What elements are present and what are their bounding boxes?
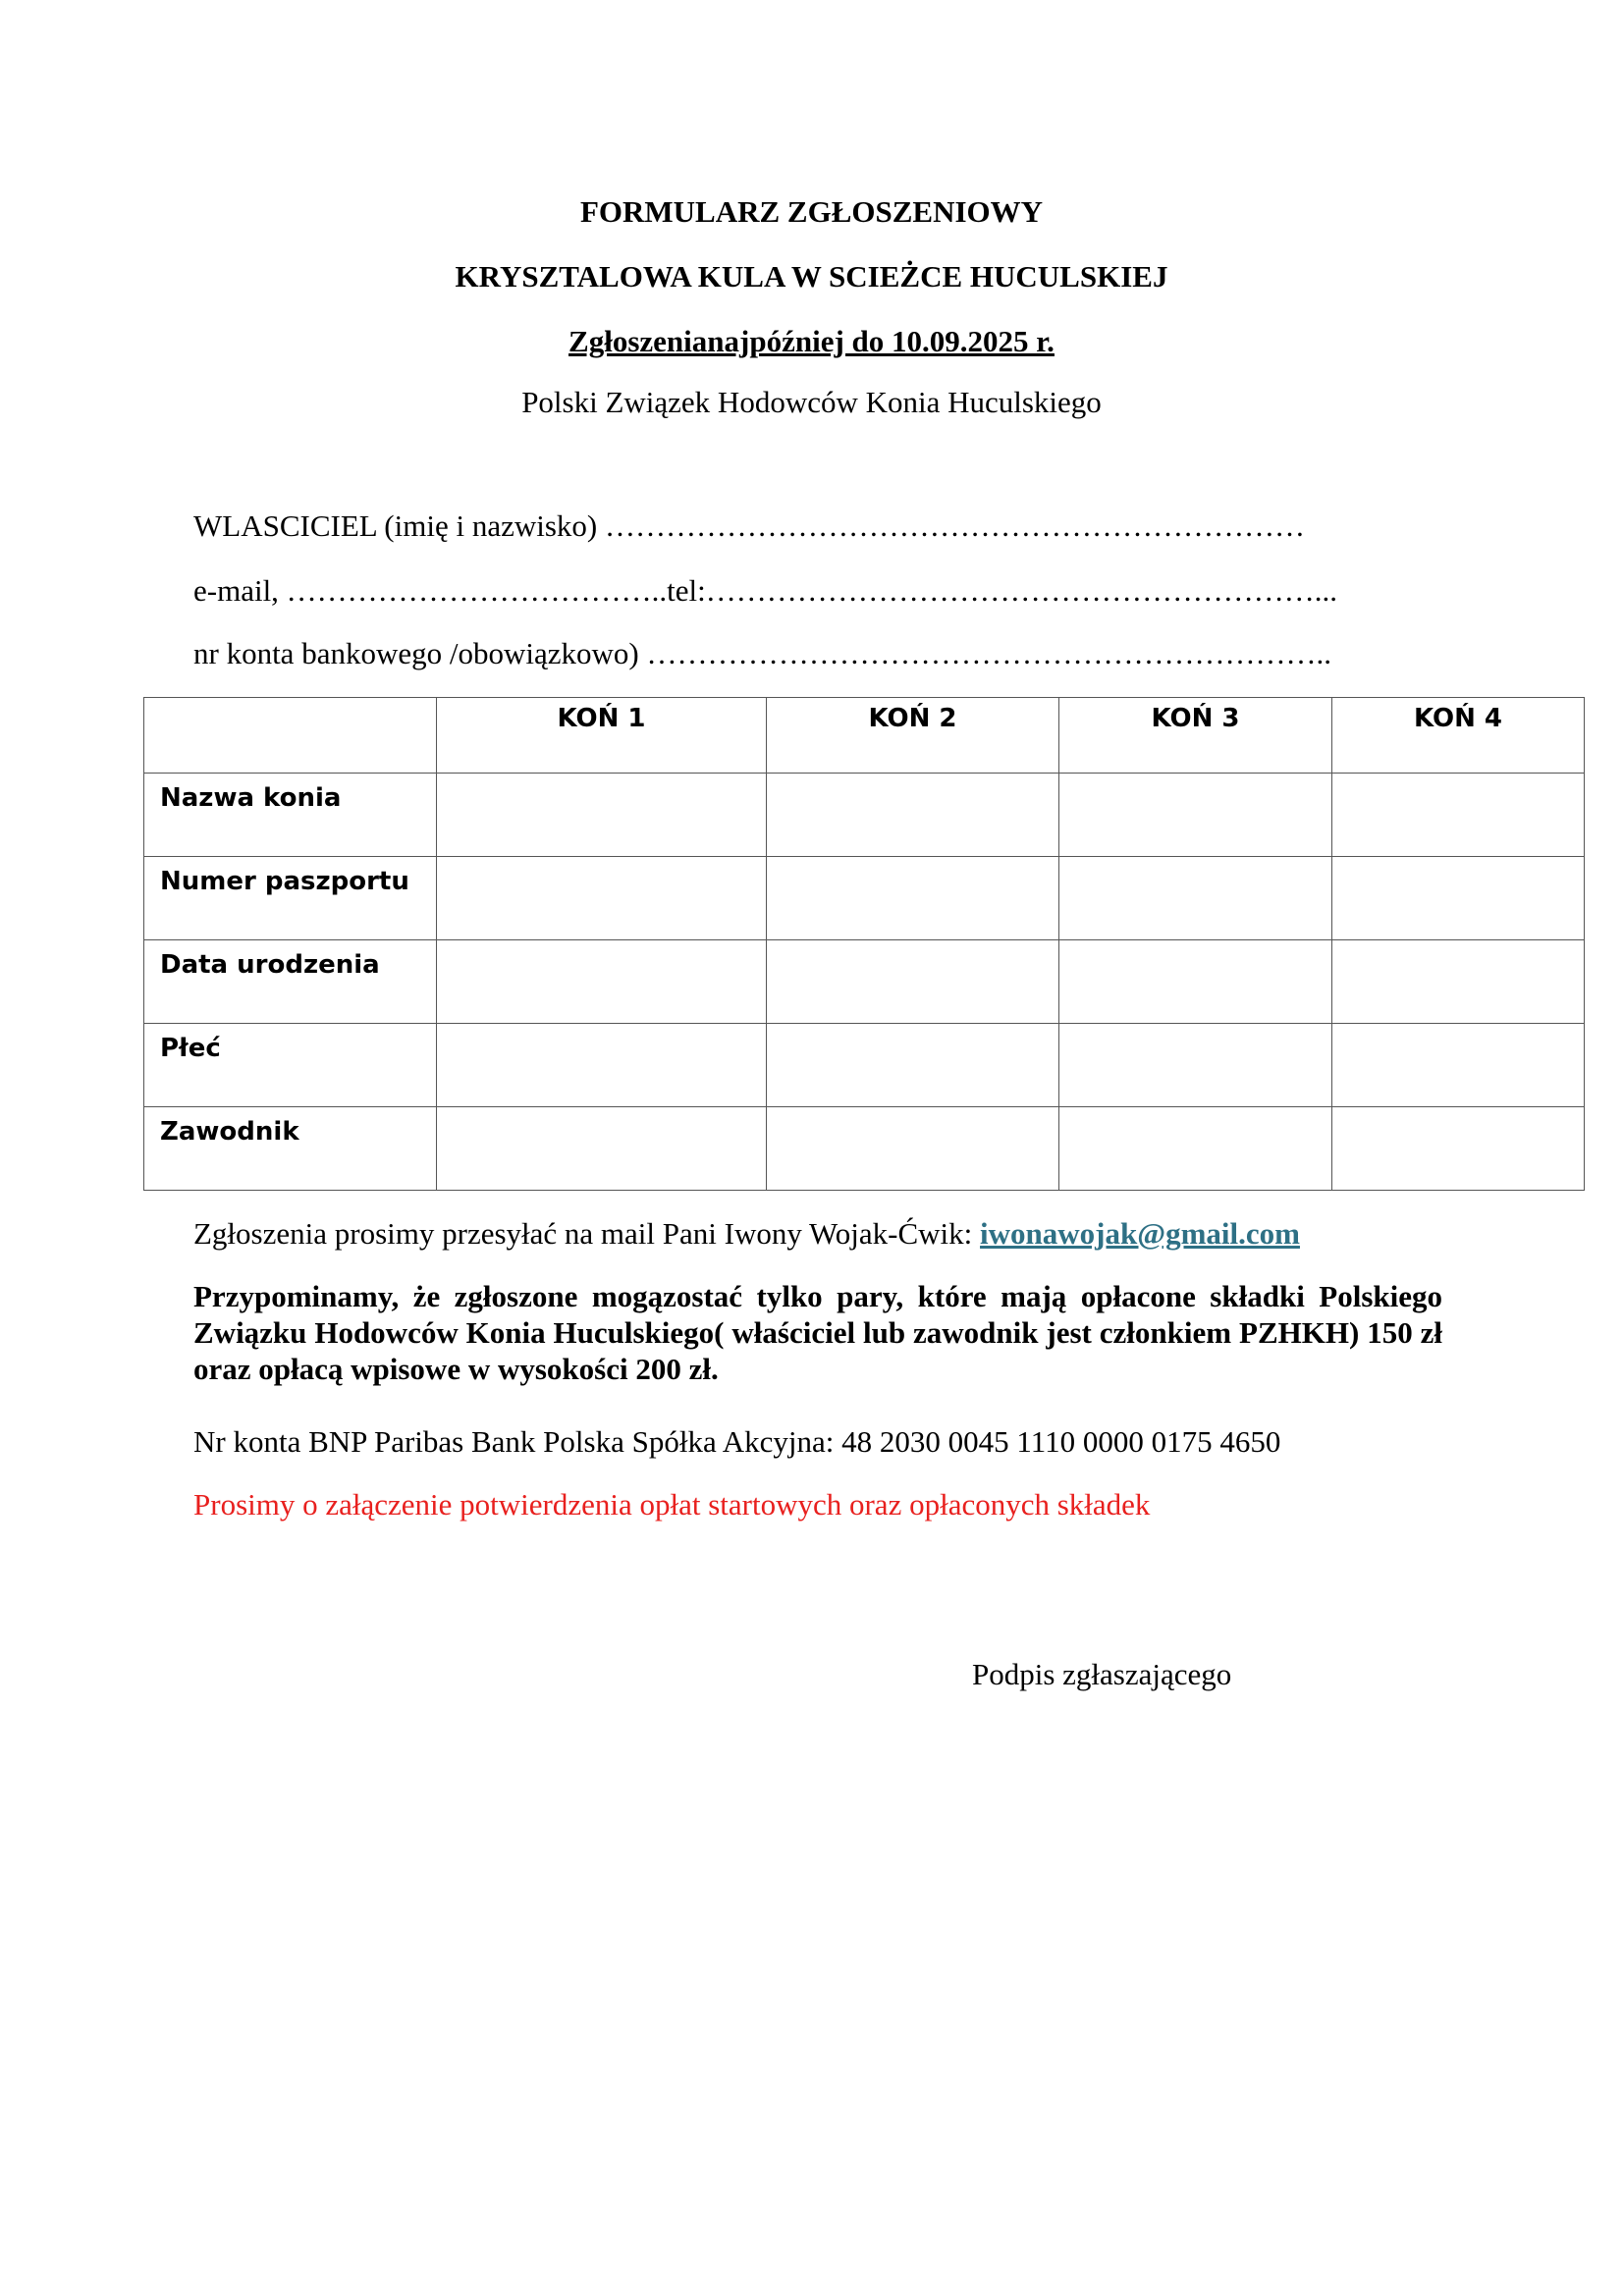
- table-cell[interactable]: [767, 940, 1059, 1024]
- row-label: Data urodzenia: [144, 940, 437, 1024]
- table-cell[interactable]: [767, 774, 1059, 857]
- organizer-name: Polski Związek Hodowców Konia Huculskiego: [521, 385, 1102, 419]
- table-cell[interactable]: [1059, 1024, 1332, 1107]
- bank-account-info: Nr konta BNP Paribas Bank Polska Spółka Akcyjna: 48 2030 0045 1110 0000 0175 4650: [193, 1424, 1281, 1459]
- submission-instruction: [193, 1215, 1442, 1252]
- table-cell[interactable]: [1332, 940, 1585, 1024]
- submission-text: Zgłoszenia prosimy przesyłać na mail Pani Iwony Wojak-Ćwik:: [193, 1216, 981, 1251]
- membership-reminder: Przypominamy, że zgłoszone mogązostać tylko pary, które mają opłacone składki Polskiego Związku Hodowców Konia Huculskiego( właściciel lub zawodnik jest członkiem PZHKH) 150 zł oraz opłacą wpisowe w wysokości 200 zł.: [193, 1279, 1442, 1386]
- table-header-cell: KOŃ 2: [767, 698, 1059, 774]
- row-label: Numer paszportu: [144, 857, 437, 940]
- signature-label: Podpis zgłaszającego: [972, 1657, 1232, 1691]
- table-cell[interactable]: [1059, 940, 1332, 1024]
- table-cell[interactable]: [437, 1024, 767, 1107]
- table-cell[interactable]: [1059, 857, 1332, 940]
- table-cell[interactable]: [1332, 1107, 1585, 1191]
- table-cell[interactable]: [767, 1024, 1059, 1107]
- table-row: [144, 857, 1585, 940]
- contact-field[interactable]: e-mail, ………………………………..tel:……………………………………………………...: [193, 573, 1338, 608]
- bank-account-field[interactable]: nr konta bankowego /obowiązkowo) …………………………………………………………..: [193, 636, 1331, 670]
- event-name: KRYSZTALOWA KULA W SCIEŻCE HUCULSKIEJ: [455, 259, 1168, 294]
- table-cell[interactable]: [1059, 1107, 1332, 1191]
- email-link[interactable]: iwonawojak@gmail.com: [980, 1216, 1300, 1251]
- horses-table: [143, 697, 1585, 1191]
- table-cell[interactable]: [437, 940, 767, 1024]
- table-header-cell: KOŃ 1: [437, 698, 767, 774]
- form-title: FORMULARZ ZGŁOSZENIOWY: [579, 194, 1044, 229]
- table-header-row: [144, 698, 1585, 774]
- table-row: [144, 940, 1585, 1024]
- row-label: Płeć: [144, 1024, 437, 1107]
- table-cell[interactable]: [767, 1107, 1059, 1191]
- table-header-cell: KOŃ 3: [1059, 698, 1332, 774]
- table-cell[interactable]: [1332, 1024, 1585, 1107]
- row-label: Nazwa konia: [144, 774, 437, 857]
- attachment-note: Prosimy o załączenie potwierdzenia opłat startowych oraz opłaconych składek: [193, 1487, 1151, 1522]
- table-cell[interactable]: [767, 857, 1059, 940]
- table-cell[interactable]: [1332, 857, 1585, 940]
- table-cell[interactable]: [437, 774, 767, 857]
- table-cell[interactable]: [1332, 774, 1585, 857]
- deadline-note: [0, 322, 1623, 361]
- table-row: [144, 1107, 1585, 1191]
- owner-field[interactable]: WLASCICIEL (imię i nazwisko) ……………………………………………………………: [193, 508, 1305, 543]
- row-label: Zawodnik: [144, 1107, 437, 1191]
- table-row: [144, 1024, 1585, 1107]
- table-cell[interactable]: [437, 1107, 767, 1191]
- table-cell[interactable]: [437, 857, 767, 940]
- table-header-cell: [144, 698, 437, 774]
- table-cell[interactable]: [1059, 774, 1332, 857]
- table-header-cell: KOŃ 4: [1332, 698, 1585, 774]
- deadline-text: Zgłoszenianajpóźniej do 10.09.2025 r.: [568, 324, 1055, 358]
- table-row: [144, 774, 1585, 857]
